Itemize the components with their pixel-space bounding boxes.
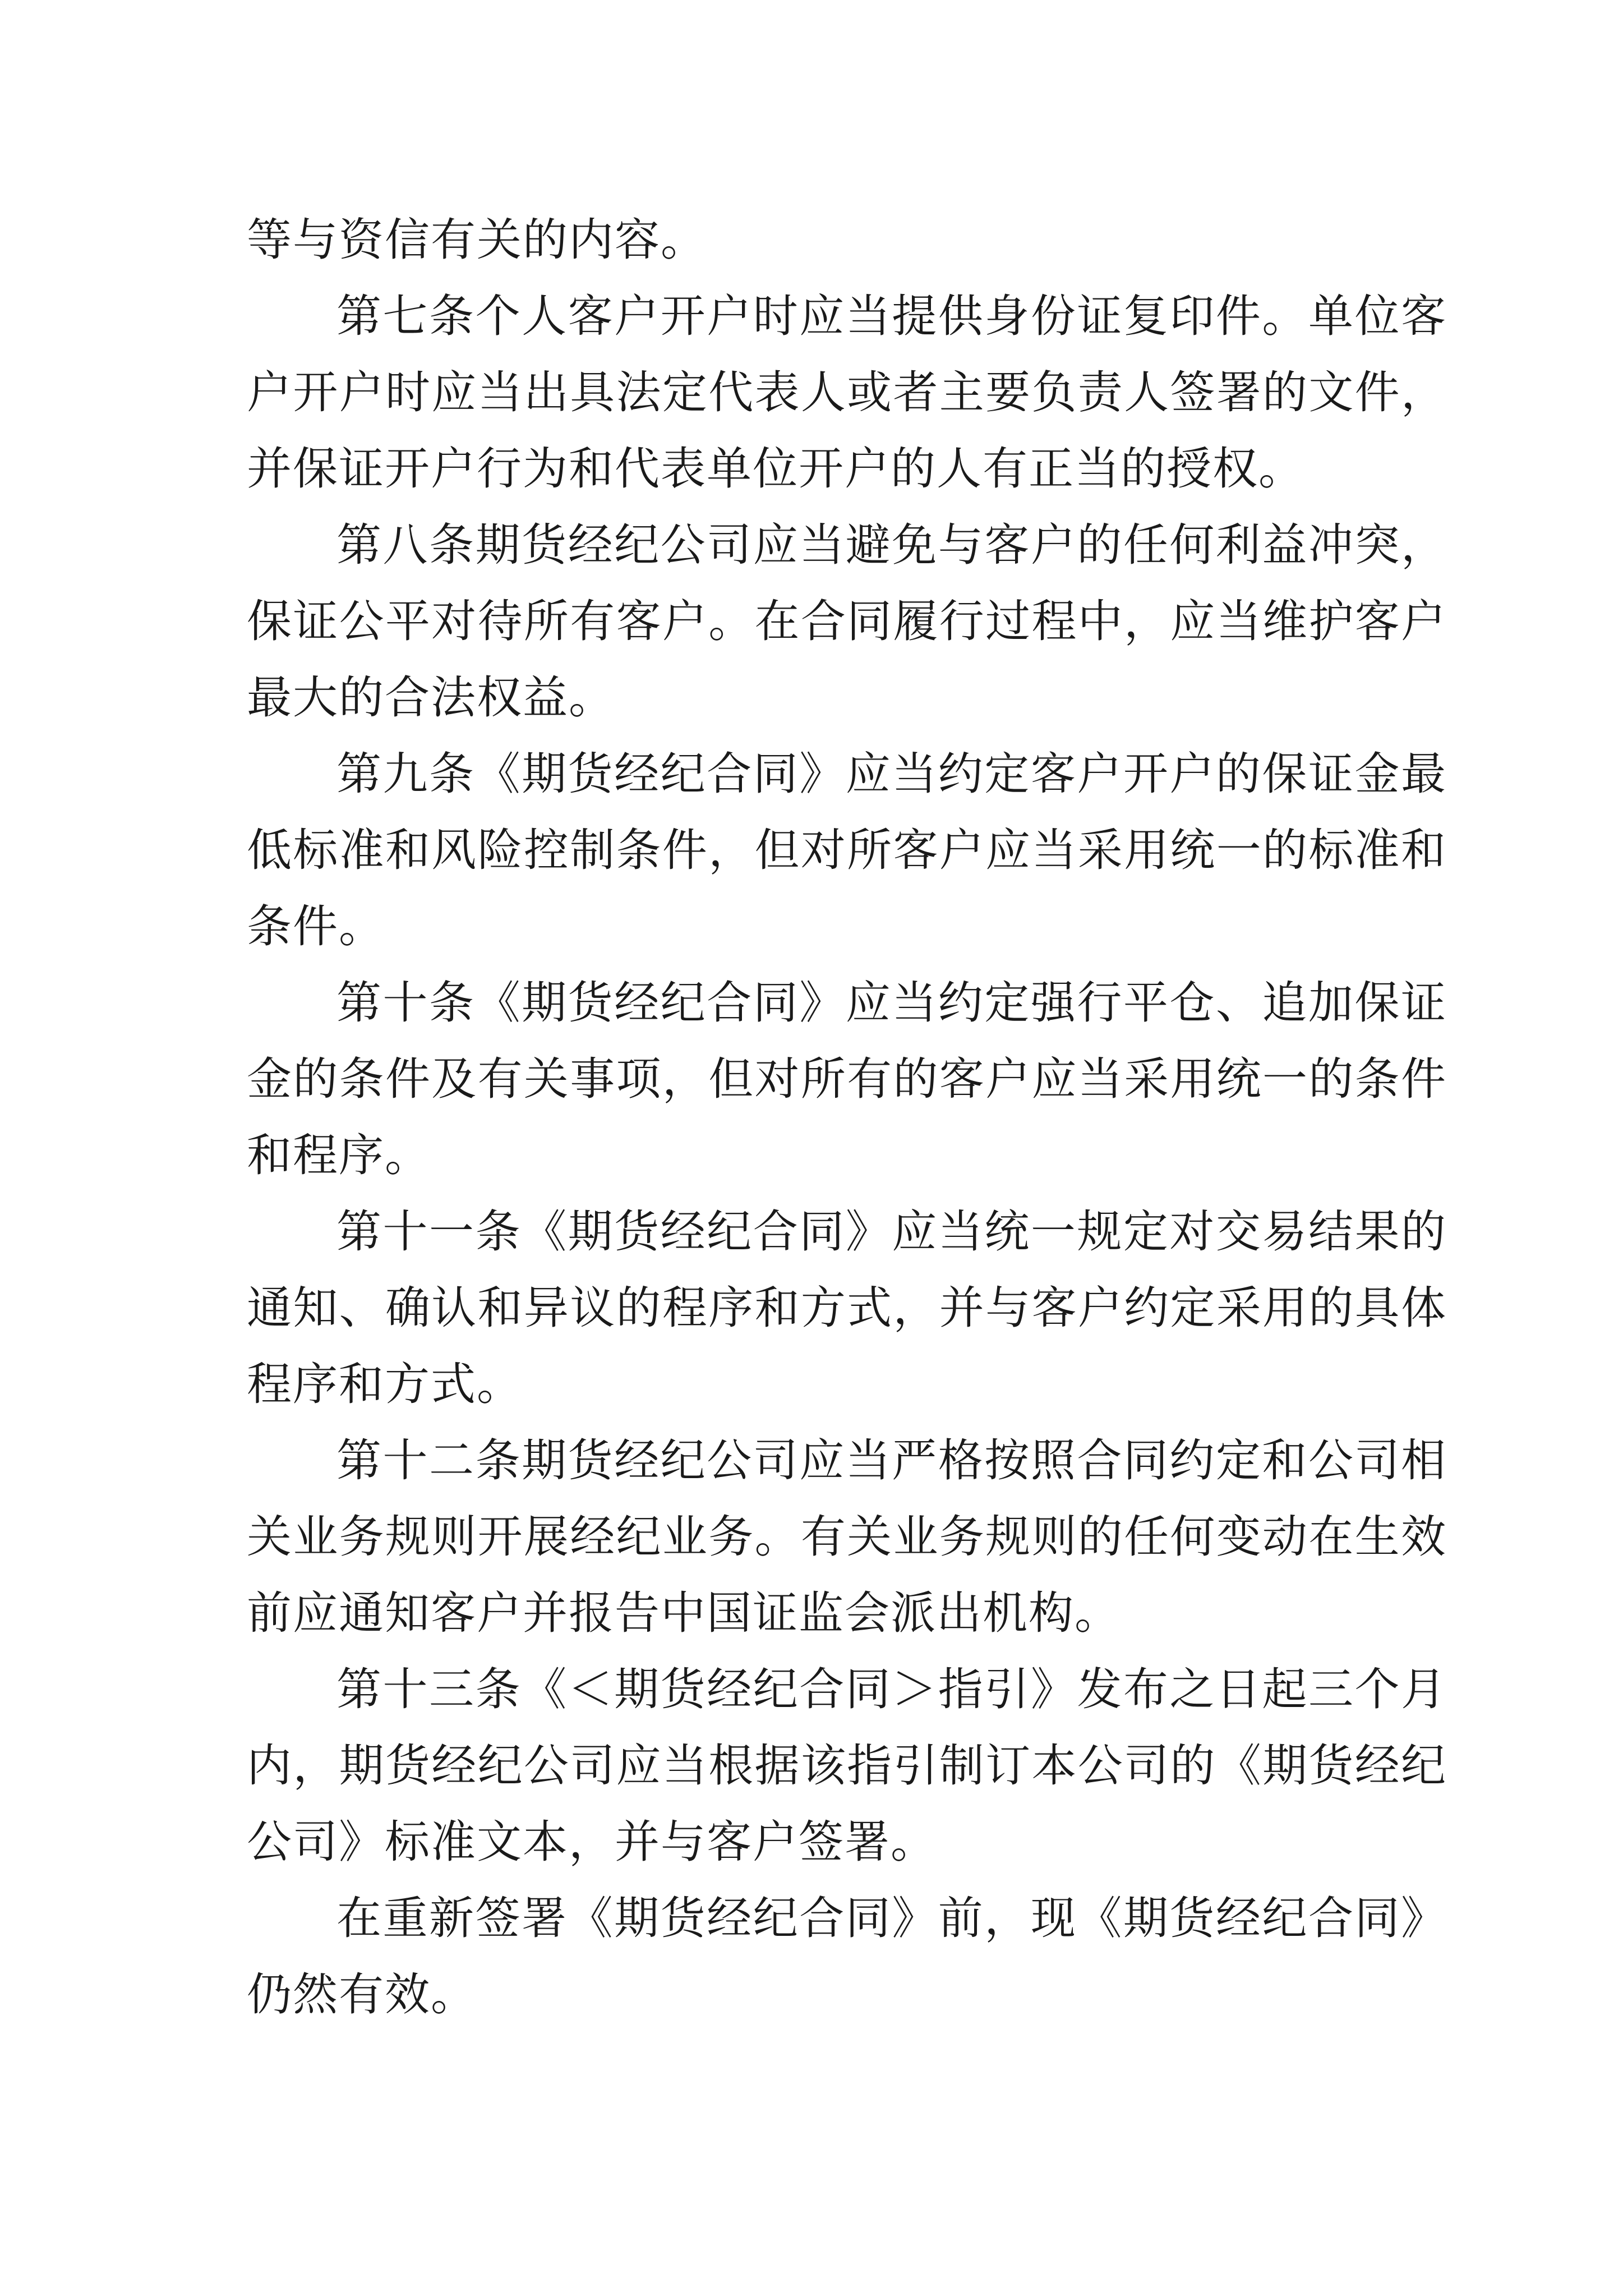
paragraph-final-note: 在重新签署《期货经纪合同》前，现《期货经纪合同》仍然有效。: [247, 1892, 1447, 2021]
paragraph-article-9: 第九条《期货经纪合同》应当约定客户开户的保证金最低标准和风险控制条件，但对所客户应当采用统一的标准和条件。: [247, 748, 1447, 953]
paragraph-continuation: 等与资信有关的内容。: [247, 214, 707, 266]
paragraph-article-7: 第七条个人客户开户时应当提供身份证复印件。单位客户开户时应当出具法定代表人或者主要负责人签署的文件，并保证开户行为和代表单位开户的人有正当的授权。: [247, 290, 1447, 495]
paragraph-article-12: 第十二条期货经纪公司应当严格按照合同约定和公司相关业务规则开展经纪业务。有关业务规则的任何变动在生效前应通知客户并报告中国证监会派出机构。: [247, 1434, 1447, 1639]
paragraph-article-8: 第八条期货经纪公司应当避免与客户的任何利益冲突，保证公平对待所有客户。在合同履行过程中，应当维护客户最大的合法权益。: [247, 519, 1447, 724]
paragraph-article-10: 第十条《期货经纪合同》应当约定强行平仓、追加保证金的条件及有关事项，但对所有的客户应当采用统一的条件和程序。: [247, 977, 1447, 1181]
paragraph-article-11: 第十一条《期货经纪合同》应当统一规定对交易结果的通知、确认和异议的程序和方式，并与客户约定采用的具体程序和方式。: [247, 1205, 1447, 1410]
document-body: [247, 202, 1447, 2033]
paragraph-article-13: 第十三条《＜期货经纪合同＞指引》发布之日起三个月内，期货经纪公司应当根据该指引制订本公司的《期货经纪公司》标准文本，并与客户签署。: [247, 1663, 1447, 1868]
